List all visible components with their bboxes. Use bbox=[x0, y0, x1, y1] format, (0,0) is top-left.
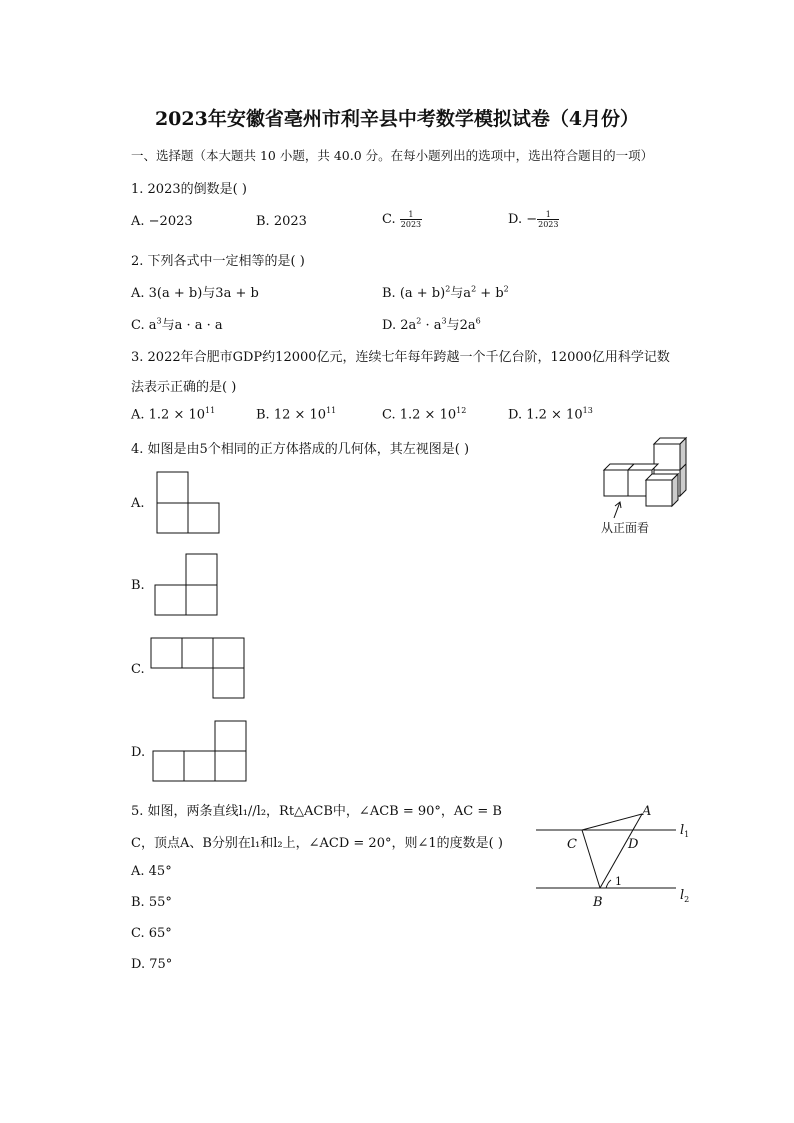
point-a-label: A bbox=[642, 804, 652, 819]
line-l1-label: $l_1$ bbox=[680, 823, 690, 839]
q4-option-a-figure[interactable] bbox=[155, 470, 222, 534]
q5-option-c[interactable]: C. 65° bbox=[131, 926, 172, 941]
q4-option-b-label[interactable]: B. bbox=[131, 578, 145, 593]
q4-option-c-figure[interactable] bbox=[149, 636, 247, 700]
q1-option-a[interactable]: A. −2023 bbox=[131, 214, 193, 229]
page-title: 2023年安徽省亳州市利辛县中考数学模拟试卷（4月份） bbox=[154, 108, 640, 130]
q1-option-c[interactable] bbox=[382, 210, 422, 229]
question-2-stem: 2. 下列各式中一定相等的是( ) bbox=[131, 254, 305, 269]
question-5-stem-line2: C，顶点A、B分别在l₁和l₂上，∠ACD = 20°，则∠1的度数是( ) bbox=[131, 836, 503, 851]
q1-option-b[interactable]: B. 2023 bbox=[256, 214, 307, 229]
segment-ca bbox=[582, 814, 642, 830]
question-4-stem: 4. 如图是由5个相同的正方体搭成的几何体，其左视图是( ) bbox=[131, 442, 470, 457]
q1-option-c-label: C. bbox=[382, 212, 396, 227]
angle-1-arc bbox=[606, 880, 611, 888]
q2-option-b[interactable]: B. $(a + b)^2$与$a^2 + b^2$ bbox=[382, 284, 509, 301]
segment-cb bbox=[582, 830, 600, 888]
angle-1-label: 1 bbox=[615, 875, 622, 888]
point-d-label: D bbox=[628, 837, 639, 852]
q5-option-a[interactable]: A. 45° bbox=[131, 864, 172, 879]
q4-option-b-figure[interactable] bbox=[153, 552, 220, 616]
q1-option-d-fraction: $\frac{1}{2023}$ bbox=[538, 210, 559, 229]
q4-option-d-label[interactable]: D. bbox=[131, 745, 146, 760]
q4-option-a-label[interactable]: A. bbox=[131, 496, 145, 511]
q2-option-a[interactable]: A. 3(a + b)与3a + b bbox=[131, 286, 259, 301]
point-c-label: C bbox=[567, 837, 577, 852]
section-heading: 一、选择题（本大题共 10 小题，共 40.0 分。在每小题列出的选项中，选出符合题目的一项） bbox=[131, 148, 654, 163]
q1-option-d-label: D. − bbox=[508, 212, 538, 227]
cube-front-face bbox=[654, 444, 680, 470]
q1-option-d[interactable] bbox=[508, 210, 559, 229]
q2-option-d[interactable]: D. $2a^2 \cdot a^3$与$2a^6$ bbox=[382, 316, 481, 333]
question-5-stem-line1: 5. 如图，两条直线l₁//l₂，Rt△ACB中，∠ACB = 90°，AC = B bbox=[131, 804, 502, 819]
q4-option-c-label[interactable]: C. bbox=[131, 662, 145, 677]
q3-option-b[interactable]: B. $12 \times 10^{11}$ bbox=[256, 406, 337, 423]
q4-option-d-figure[interactable] bbox=[151, 719, 249, 783]
parallel-lines-figure bbox=[534, 796, 700, 916]
q2-option-c[interactable]: C. $a^3$与a · a · a bbox=[131, 316, 223, 333]
figure-caption: 从正面看 bbox=[601, 521, 650, 535]
line-l2-label: $l_2$ bbox=[680, 888, 690, 904]
q3-option-a[interactable]: A. $1.2 \times 10^{11}$ bbox=[131, 406, 216, 423]
q1-option-c-fraction: $\frac{1}{2023}$ bbox=[400, 210, 422, 229]
question-3-stem-line2: 法表示正确的是( ) bbox=[131, 380, 237, 395]
point-b-label: B bbox=[593, 895, 603, 910]
question-3-stem-line1: 3. 2022年合肥市GDP约12000亿元，连续七年每年跨越一个千亿台阶，12000亿用科学记数 bbox=[131, 350, 670, 365]
q3-option-c[interactable]: C. $1.2 \times 10^{12}$ bbox=[382, 406, 467, 423]
q5-option-b[interactable]: B. 55° bbox=[131, 895, 172, 910]
q3-option-d[interactable]: D. $1.2 \times 10^{13}$ bbox=[508, 406, 593, 423]
question-1-stem: 1. 2023的倒数是( ) bbox=[131, 182, 247, 197]
q5-option-d[interactable]: D. 75° bbox=[131, 957, 173, 972]
